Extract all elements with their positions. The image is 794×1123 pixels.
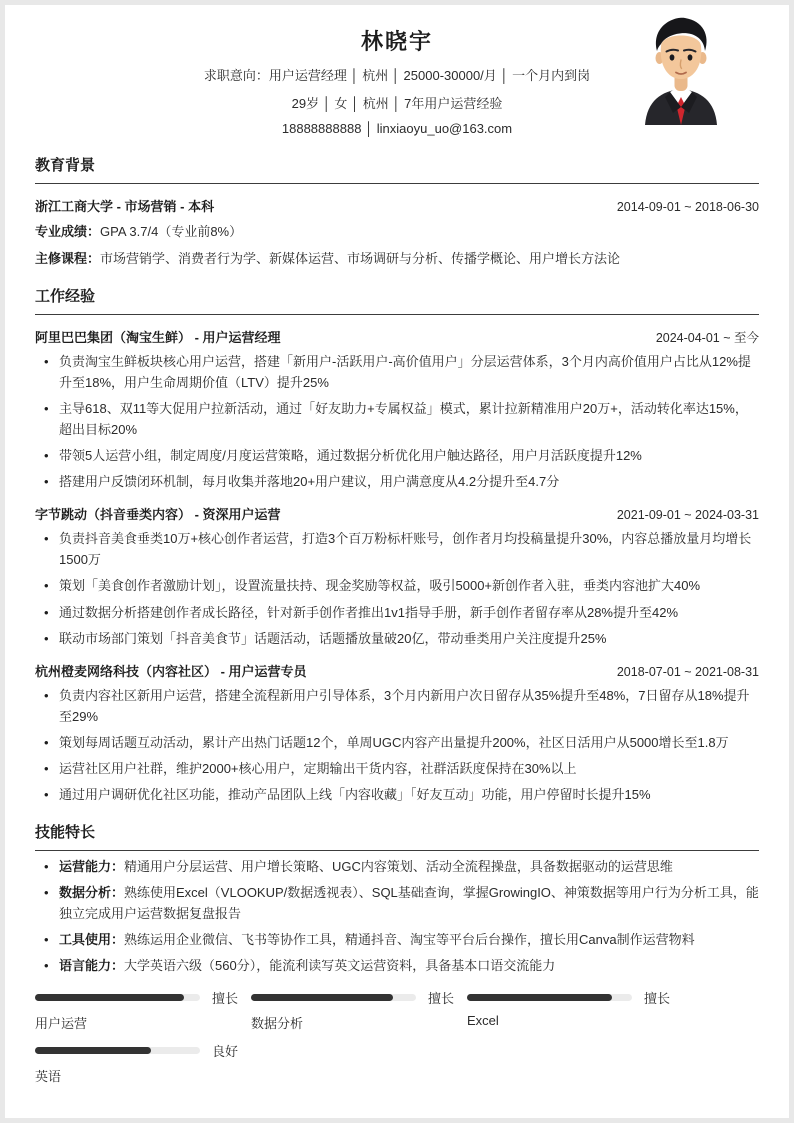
skills-section-title: 技能特长	[35, 821, 759, 851]
grade-value: GPA 3.7/4（专业前8%）	[100, 224, 243, 239]
skill-bar-name: Excel	[467, 1013, 499, 1029]
grade-label: 专业成绩：	[35, 224, 101, 239]
skill-item	[35, 929, 759, 950]
bullet-text: 策划「美食创作者激励计划」，设置流量扶持、现金奖励等权益，吸引5000+新创作者入驻，垂类内容池扩大40%	[59, 578, 701, 594]
job-intention-line: 求职意向：用户运营经理 │ 杭州 │ 25000-30000/月 │ 一个月内到岗	[203, 68, 591, 83]
education-section-title: 教育背景	[35, 154, 759, 184]
skill-text-wrap	[59, 955, 759, 976]
skill-bar-track	[35, 994, 200, 1001]
skill-bar-item	[251, 988, 467, 1032]
skill-text: 熟练运用企业微信、飞书等协作工具，精通抖音、淘宝等平台后台操作，擅长用Canva制作运营物料	[124, 931, 695, 947]
skill-level-label: 擅长	[428, 991, 455, 1007]
bullet-dot-icon: •	[44, 578, 49, 594]
bullet-dot-icon: •	[44, 760, 49, 776]
bullet-text: 负责抖音美食垂类10万+核心创作者运营，打造3个百万粉标杆账号，创作者月均投稿量提升30%，内容总播放量月均增长1500万	[59, 531, 752, 568]
bullet-item	[35, 602, 759, 623]
bullet-item	[35, 398, 759, 440]
education-grade-row	[35, 221, 759, 242]
bullet-text: 搭建用户反馈闭环机制，每月收集并落地20+用户建议，用户满意度从4.2分提升至4.7分	[59, 474, 560, 490]
skill-bar-item	[35, 988, 251, 1032]
person-avatar-icon	[637, 13, 725, 125]
bullet-dot-icon: •	[44, 884, 49, 900]
resume-page	[5, 5, 789, 1118]
bullet-item	[35, 628, 759, 649]
bullet-dot-icon: •	[44, 401, 49, 417]
skill-bar-fill	[251, 994, 393, 1001]
bullet-dot-icon: •	[44, 448, 49, 464]
bullet-dot-icon: •	[44, 858, 49, 874]
courses-label: 主修课程：	[35, 251, 101, 267]
job-entry-head	[35, 661, 759, 680]
job-entry	[35, 504, 759, 648]
education-courses-row	[35, 248, 759, 269]
job-date: 2021-09-01 ~ 2024-03-31	[616, 508, 759, 523]
job-entry	[35, 327, 759, 492]
skill-bar-row	[467, 988, 683, 1007]
job-entry-head	[35, 504, 759, 523]
skill-label: 工具使用：	[59, 931, 125, 947]
job-entry-head	[35, 327, 759, 346]
bullet-text: 通过用户调研优化社区功能，推动产品团队上线「内容收藏」「好友互动」功能，用户停留时长提升15%	[59, 786, 651, 802]
bullet-item	[35, 575, 759, 596]
bullet-text: 主导618、双11等大促用户拉新活动，通过「好友助力+专属权益」模式，累计拉新精准用户20万+，活动转化率达15%，超出目标20%	[59, 401, 748, 438]
skill-text: 大学英语六级（560分），能流利读写英文运营资料，具备基本口语交流能力	[124, 958, 556, 974]
skill-bar-track	[467, 994, 632, 1001]
skill-item	[35, 955, 759, 976]
bullet-item	[35, 528, 759, 570]
courses-value: 市场营销学、消费者行为学、新媒体运营、市场调研与分析、传播学概论、用户增长方法论	[100, 251, 621, 267]
skill-label: 运营能力：	[59, 858, 125, 874]
skill-bar-row	[35, 988, 251, 1007]
company-role: 杭州橙麦网络科技（内容社区） - 用户运营专员	[35, 663, 307, 679]
skill-bar-fill	[35, 994, 184, 1001]
bullet-dot-icon: •	[44, 786, 49, 802]
skill-bar-name: 数据分析	[251, 1016, 304, 1032]
basic-info-line: 29岁 │ 女 │ 杭州 │ 7年用户运营经验	[291, 96, 503, 111]
skill-label: 数据分析：	[59, 884, 125, 900]
job-entry	[35, 661, 759, 805]
skill-text-wrap	[59, 856, 759, 877]
skill-bar-name: 用户运营	[35, 1016, 88, 1032]
candidate-photo	[637, 13, 725, 125]
bullet-text: 运营社区用户社群，维护2000+核心用户，定期输出干货内容，社群活跃度保持在30%以上	[59, 760, 577, 776]
company-role: 阿里巴巴集团（淘宝生鲜） - 用户运营经理	[35, 330, 281, 346]
skill-bar-track	[251, 994, 416, 1001]
bullet-item	[35, 685, 759, 727]
skill-bar-item	[35, 1041, 251, 1085]
job-date: 2024-04-01 ~ 至今	[655, 331, 759, 346]
bullet-item	[35, 471, 759, 492]
skill-item	[35, 882, 759, 924]
resume-header	[35, 5, 759, 136]
skill-text: 熟练使用Excel（VLOOKUP/数据透视表）、SQL基础查询，掌握GrowingIO、神策数据等用户行为分析工具，能独立完成用户运营数据复盘报告	[59, 884, 759, 921]
skill-bar-name: 英语	[35, 1069, 62, 1085]
bullet-dot-icon: •	[44, 531, 49, 547]
bullet-text: 通过数据分析搭建创作者成长路径，针对新手创作者推出1v1指导手册，新手创作者留存率从28%提升至42%	[59, 604, 678, 620]
skill-level-label: 擅长	[644, 991, 671, 1007]
skill-text-wrap	[59, 929, 759, 950]
section-education	[35, 154, 759, 269]
skill-text: 精通用户分层运营、用户增长策略、UGC内容策划、活动全流程操盘，具备数据驱动的运营思维	[124, 858, 673, 874]
bullet-item	[35, 732, 759, 753]
experience-section-title: 工作经验	[35, 285, 759, 315]
skill-item	[35, 856, 759, 877]
bullet-text: 策划每周话题互动活动，累计产出热门话题12个，单周UGC内容产出量提升200%，社区日活用户从5000增长至1.8万	[59, 734, 729, 750]
company-role: 字节跳动（抖音垂类内容） - 资深用户运营	[35, 507, 281, 523]
candidate-name: 林晓宇	[360, 29, 433, 54]
skill-bar-track	[35, 1047, 200, 1054]
bullet-text: 联动市场部门策划「抖音美食节」话题活动，话题播放量破20亿，带动垂类用户关注度提升25%	[59, 630, 607, 646]
bullet-dot-icon: •	[44, 687, 49, 703]
bullet-dot-icon: •	[44, 354, 49, 370]
bullet-dot-icon: •	[44, 931, 49, 947]
skill-bar-fill	[467, 994, 612, 1001]
skill-text-wrap	[59, 882, 759, 924]
bullet-text: 负责淘宝生鲜板块核心用户运营，搭建「新用户-活跃用户-高价值用户」分层运营体系，3个月内高价值用户占比从12%提升至18%，用户生命周期价值（LTV）提升25%	[59, 354, 751, 391]
section-skills	[35, 821, 759, 1085]
bullet-text: 带领5人运营小组，制定周度/月度运营策略，通过数据分析优化用户触达路径，用户月活跃度提升12%	[59, 448, 642, 464]
contact-line: 18888888888 │ linxiaoyu_uo@163.com	[281, 121, 513, 136]
bullet-dot-icon: •	[44, 604, 49, 620]
job-date: 2018-07-01 ~ 2021-08-31	[616, 664, 759, 679]
bullet-item	[35, 445, 759, 466]
skill-bar-item	[467, 988, 683, 1032]
skill-level-label: 良好	[212, 1044, 239, 1060]
skill-bar-row	[35, 1041, 251, 1060]
bullet-dot-icon: •	[44, 734, 49, 750]
bullet-item	[35, 758, 759, 779]
school-degree: 浙江工商大学 - 市场营销 - 本科	[35, 199, 215, 214]
bullet-dot-icon: •	[44, 474, 49, 490]
bullet-item	[35, 351, 759, 393]
education-entry-head	[35, 196, 759, 215]
bullet-dot-icon: •	[44, 630, 49, 646]
skill-label: 语言能力：	[59, 958, 125, 974]
skill-bar-row	[251, 988, 467, 1007]
skill-level-label: 擅长	[212, 991, 239, 1007]
skill-bar-fill	[35, 1047, 151, 1054]
skill-bars	[35, 988, 759, 1085]
bullet-item	[35, 784, 759, 805]
education-date: 2014-09-01 ~ 2018-06-30	[616, 200, 759, 214]
bullet-dot-icon: •	[44, 958, 49, 974]
section-experience	[35, 285, 759, 805]
bullet-text: 负责内容社区新用户运营，搭建全流程新用户引导体系，3个月内新用户次日留存从35%提升至48%，7日留存从18%提升至29%	[59, 687, 750, 724]
